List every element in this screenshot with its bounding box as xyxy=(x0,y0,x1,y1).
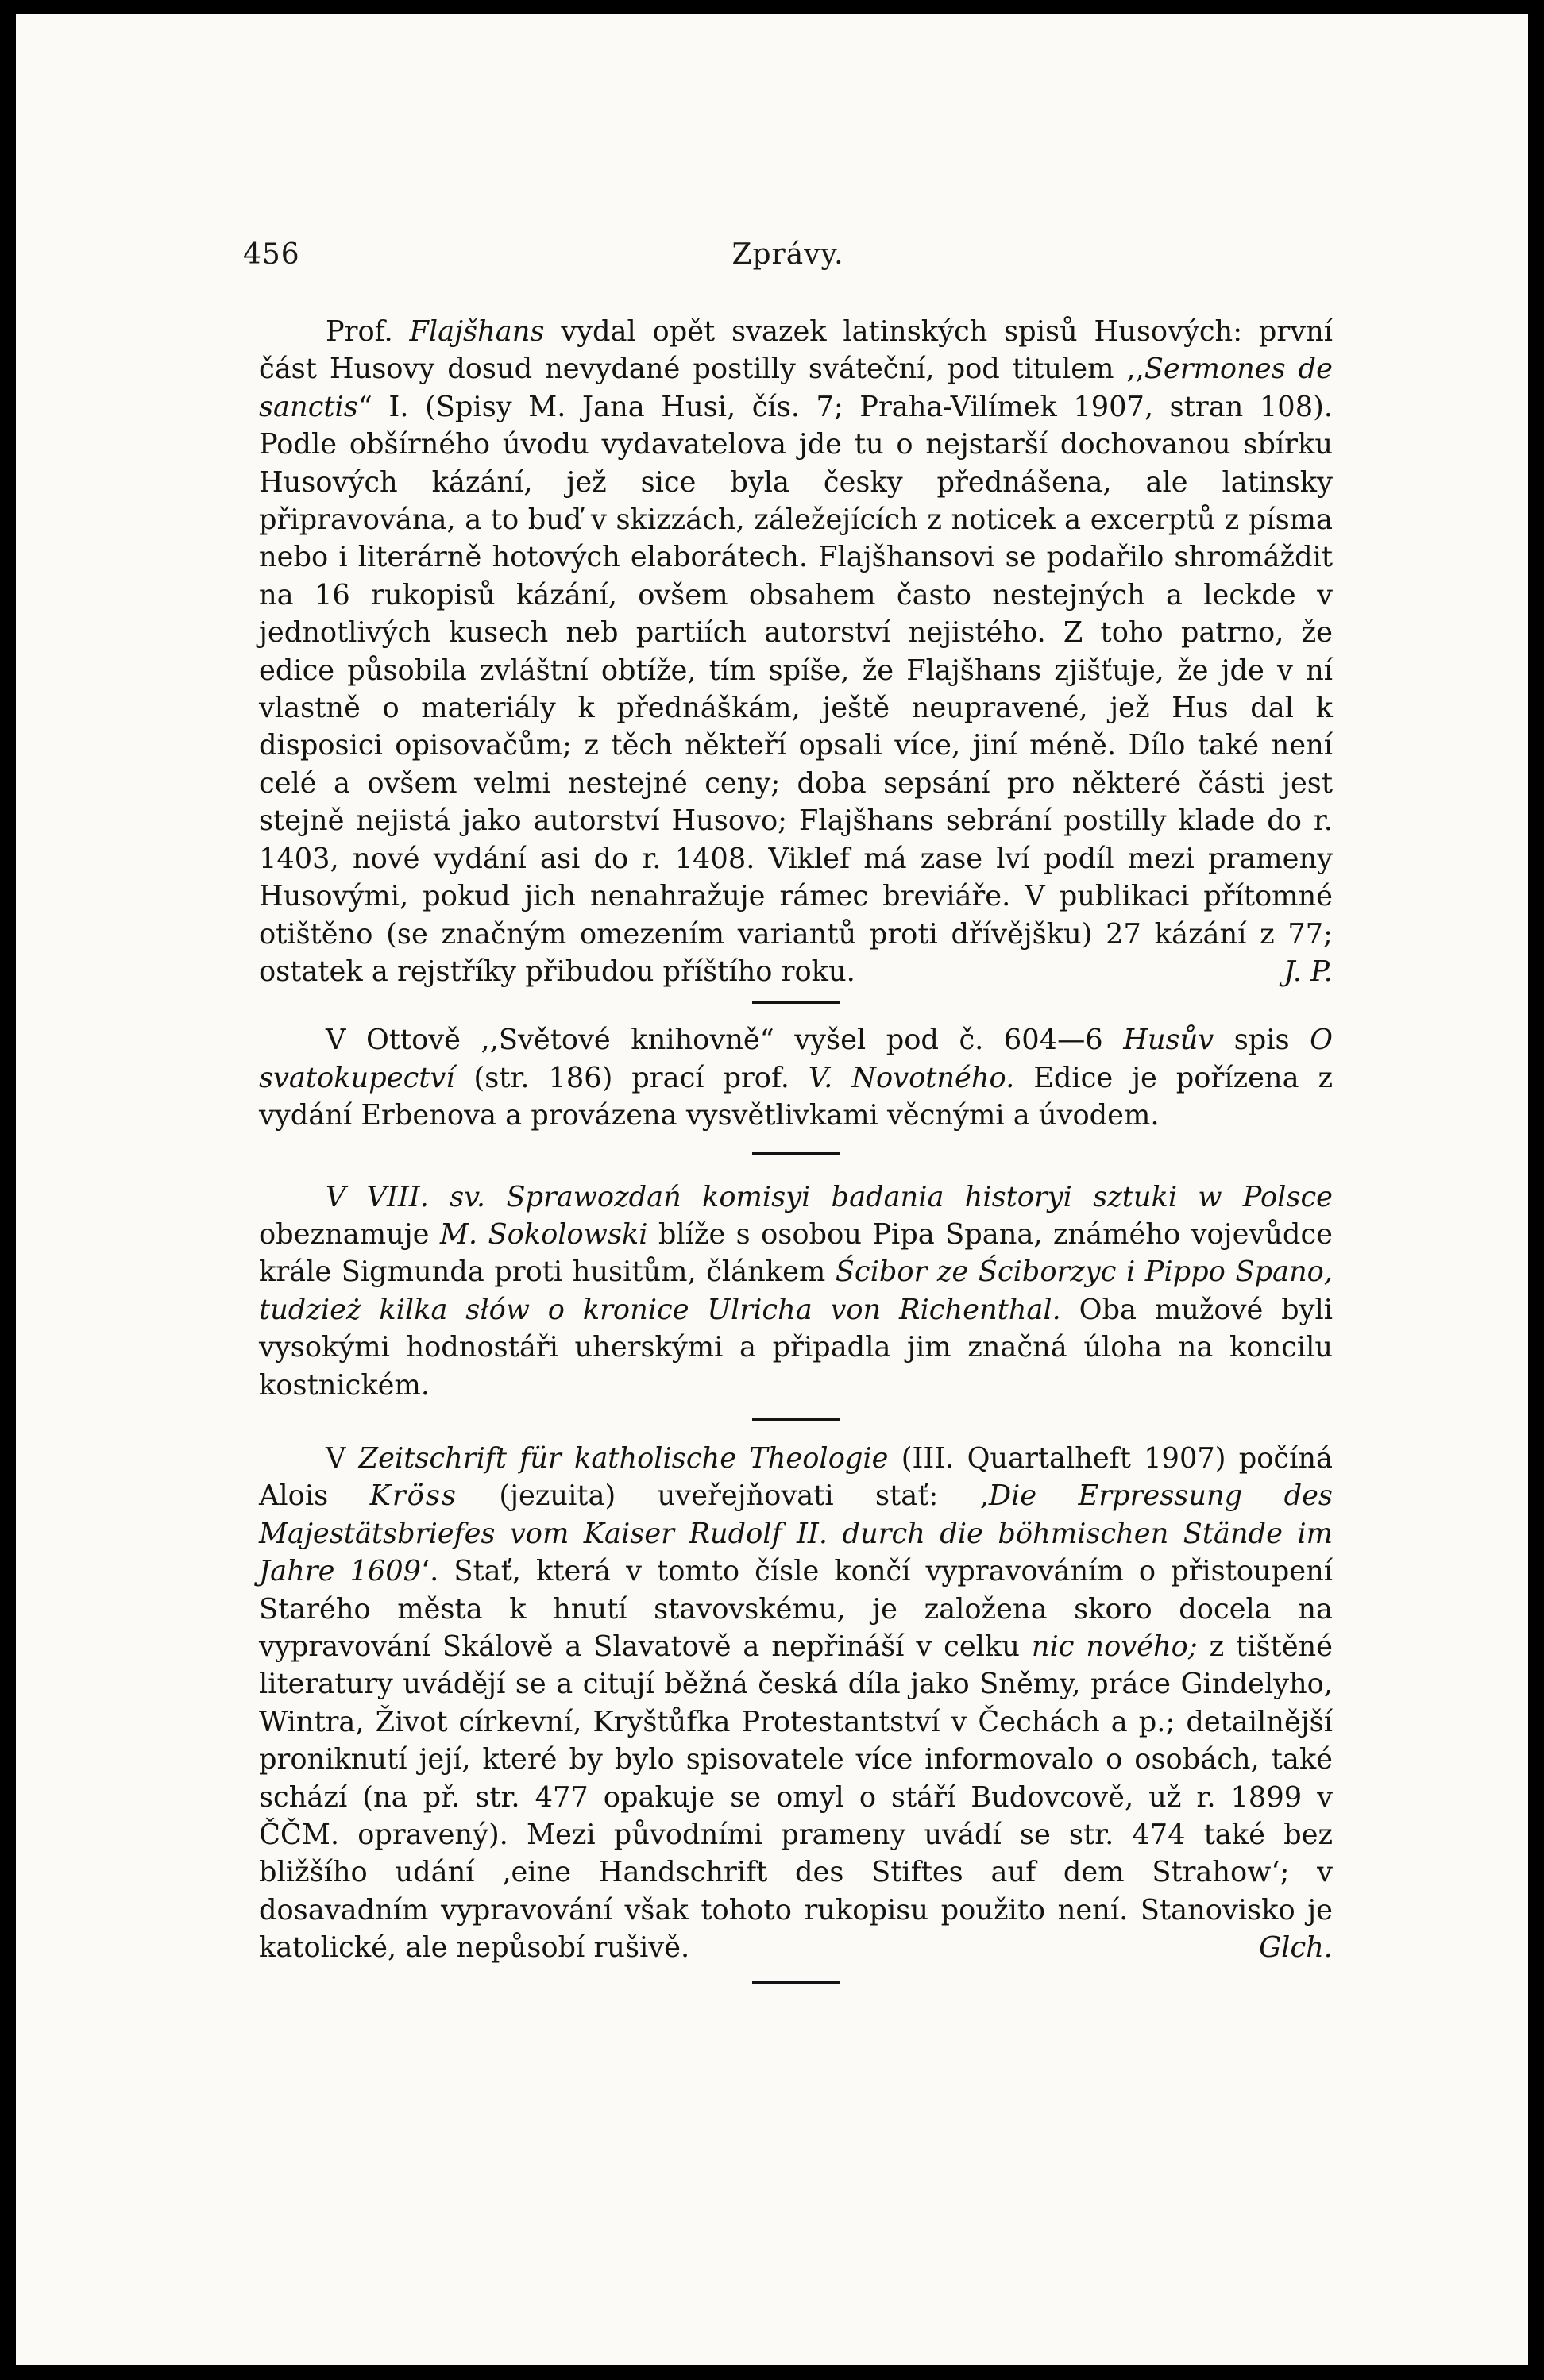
text-segment: “ I. (Spisy M. Jana Husi, čís. 7; Praha-Vilímek 1907, stran 108). Podle obšírného úvodu vydavatelova jde tu o nejstarší dochovanou sbírku Husových kázání, jež sice byla česky přednášena, ale latinsky připravována, a to buď v skizzách, záležejících z noticek a excerptů z písma nebo i literárně hotových elaborátech. Flajšhansovi se podařilo shromáždit na 16 rukopisů kázání, ovšem obsahem často nestejných a leckde v jednotlivých kusech neb partiích autorství nejistého. Z toho patrno, že edice působila zvláštní obtíže, tím spíše, že Flajšhans zjišťuje, že jde v ní vlastně o materiály k přednáškám, ještě neupravené, jež Hus dal k disposici opisovačům; z těch někteří opsali více, jiní méně. Dílo také není celé a ovšem velmi nestejné ceny; doba sepsání pro některé části jest stejně nejistá jako autorství Husovo; Flajšhans sebrání postilly klade do r. 1403, nové vydání asi do r. 1408. Viklef má zase lví podíl mezi prameny Husovými, pokud jich nenahražuje rámec breviáře. V publikaci přítomné otištěno (se značným omezením variantů proti dřívějšku) 27 kázání z 77; ostatek a rejstříky přibudou příštího roku. xyxy=(259,390,1333,988)
article-svatokupectvi xyxy=(259,1021,1333,1134)
text-segment: z tištěné literatury uvádějí se a citují běžná česká díla jako Sněmy, práce Gindelyho, Wintra, Život církevní, Kryštůfka Protestantství v Čechách a p.; detailnější proniknutí její, které by bylo spisovatele více informovalo o osobách, také schází (na př. str. 477 opakuje se omyl o stáří Budovcově, už r. 1899 v ČČM. opravený). Mezi původními prameny uvádí se str. 474 také bez bližšího udání ‚eine Handschrift des Stiftes auf dem Strahow‘; v dosavadním vypravování však tohoto rukopisu použito není. Stanovisko je katolické, ale nepůsobí rušivě. xyxy=(259,1630,1334,1965)
article-zeitschrift xyxy=(259,1440,1333,1967)
author-name: Flajšhans xyxy=(409,315,545,348)
author-name: Husův xyxy=(1123,1024,1214,1057)
text-segment: (str. 186) prací prof. xyxy=(454,1061,809,1094)
text-segment: (jezuita) uveřejňovati stať: ‚ xyxy=(457,1479,989,1513)
work-title: O svatokupectví xyxy=(259,1024,1334,1094)
section-divider xyxy=(752,1418,840,1421)
document-page xyxy=(16,14,1528,2365)
author-name: M. Sokolowski xyxy=(439,1217,648,1251)
page-header xyxy=(243,238,1333,286)
work-title: Sermones de sanctis xyxy=(259,353,1333,423)
author-name: Kröss xyxy=(369,1479,457,1513)
emphasis: nic nového; xyxy=(1031,1630,1198,1663)
text-segment: V xyxy=(326,1441,359,1475)
text-segment: Oba mužové byli vysokými hodnostáři uherskými a připadla jim značná úloha na koncilu kostnickém. xyxy=(259,1293,1333,1402)
author-name: V. Novotného. xyxy=(808,1061,1015,1094)
running-title: Zprávy. xyxy=(731,238,844,271)
work-title: Zeitschrift für katholische Theologie xyxy=(358,1441,889,1475)
signature: J. P. xyxy=(1283,955,1333,988)
signature: Glch. xyxy=(1259,1931,1333,1965)
text-segment: V Ottově ,,Světové knihovně“ vyšel pod č. 604—6 xyxy=(326,1024,1124,1057)
news-column xyxy=(259,313,1333,1998)
page-number: 456 xyxy=(243,238,300,271)
work-title: Die Erpressung des Majestätsbriefes vom Kaiser Rudolf II. durch die böhmischen Stände im Jahre 1609 xyxy=(259,1479,1333,1588)
text-segment: obeznamuje xyxy=(259,1217,440,1251)
work-title: Ścibor ze Ściborzyc i Pippo Spano, tudzież kilka słów o kronice Ulricha von Richenthal. xyxy=(259,1256,1333,1326)
section-divider xyxy=(752,1001,840,1004)
work-title: V VIII. sv. Sprawozdań komisyi badania historyi sztuki w Polsce xyxy=(326,1180,1333,1213)
section-divider xyxy=(752,1152,840,1155)
text-segment: blíže s osobou Pipa Spana, známého vojevůdce krále Sigmunda proti husitům, článkem xyxy=(259,1217,1333,1289)
text-segment: vydal opět svazek latinských spisů Husových: první část Husovy dosud nevydané postilly sváteční, pod titulem ,, xyxy=(259,315,1333,386)
text-segment: ‘. Stať, která v tomto čísle končí vypravováním o přistoupení Starého města k hnutí stavovskému, je založena skoro docela na vypravování Skálově a Slavatově a nepřináší v celku xyxy=(259,1555,1333,1663)
article-sprawozdania xyxy=(259,1178,1333,1404)
section-divider xyxy=(752,1981,840,1984)
text-segment: (III. Quartalheft 1907) počíná Alois xyxy=(259,1441,1333,1513)
text-segment: Edice je pořízena z vydání Erbenova a provázena vysvětlivkami věcnými a úvodem. xyxy=(259,1061,1333,1132)
text-segment: spis xyxy=(1214,1024,1310,1057)
article-flajshans-sermones xyxy=(259,313,1333,990)
text-segment: Prof. xyxy=(326,315,410,348)
